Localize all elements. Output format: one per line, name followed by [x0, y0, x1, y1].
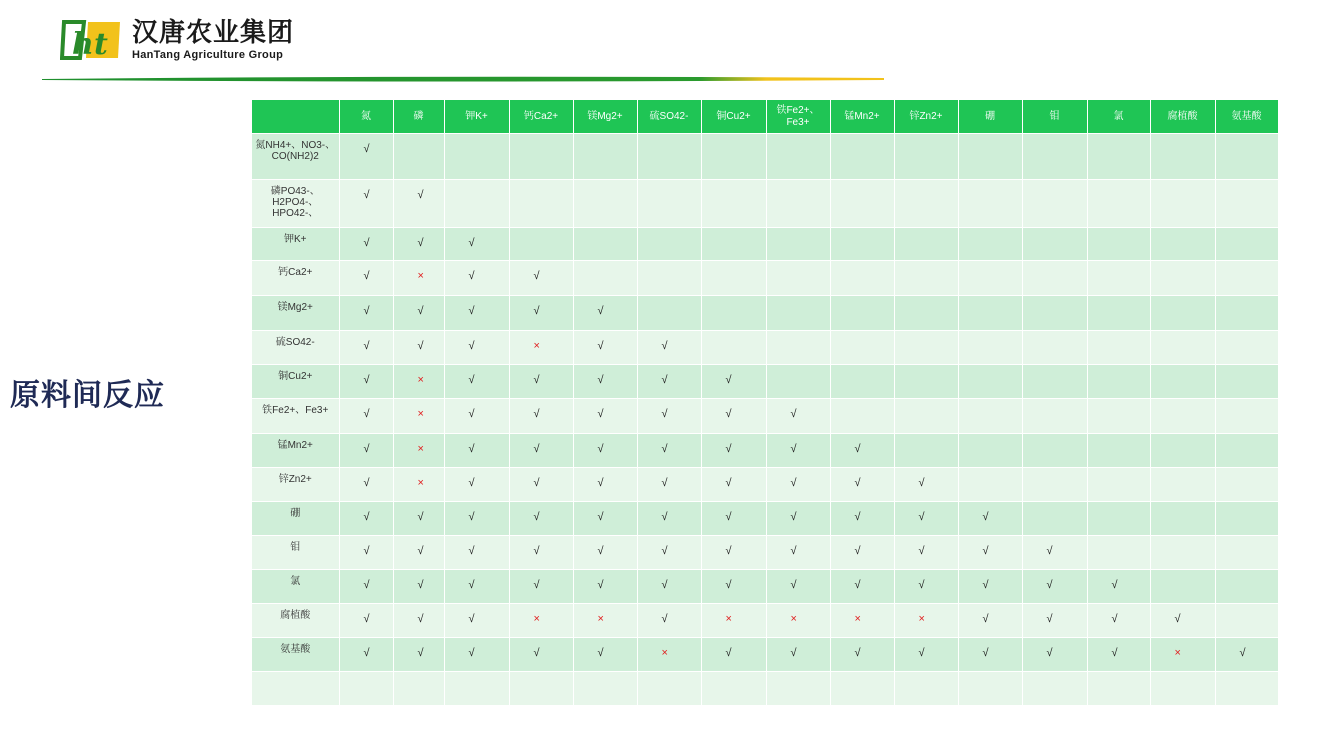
empty-cell: [1215, 296, 1278, 331]
column-header: 铁Fe2+、Fe3+: [766, 100, 830, 134]
compatible-mark: √: [637, 434, 701, 468]
header-divider: [42, 74, 884, 84]
empty-cell: [958, 296, 1022, 331]
compatible-mark: √: [830, 434, 894, 468]
empty-cell: [958, 434, 1022, 468]
empty-cell: [1215, 365, 1278, 399]
empty-cell: [1215, 604, 1278, 638]
compatible-mark: √: [766, 570, 830, 604]
incompatible-mark: ×: [509, 604, 573, 638]
compatible-mark: √: [573, 502, 637, 536]
compatible-mark: √: [701, 638, 766, 672]
empty-cell: [637, 261, 701, 296]
column-header: 氨基酸: [1215, 100, 1278, 134]
compatible-mark: √: [1022, 638, 1087, 672]
empty-cell: [1150, 468, 1215, 502]
compatible-mark: √: [830, 468, 894, 502]
empty-cell: [958, 399, 1022, 434]
compatible-mark: √: [637, 502, 701, 536]
compatible-mark: √: [393, 296, 444, 331]
compatible-mark: √: [444, 536, 509, 570]
empty-cell: [894, 331, 958, 365]
empty-cell: [894, 180, 958, 228]
empty-cell: [766, 365, 830, 399]
empty-cell: [1087, 434, 1150, 468]
compatible-mark: √: [701, 434, 766, 468]
column-header: 氯: [1087, 100, 1150, 134]
empty-cell: [1022, 502, 1087, 536]
empty-cell: [958, 134, 1022, 180]
compatible-mark: √: [509, 570, 573, 604]
ht-logo-icon: [60, 18, 126, 62]
compatible-mark: √: [637, 536, 701, 570]
compatible-mark: √: [1087, 604, 1150, 638]
compatible-mark: √: [444, 228, 509, 261]
empty-cell: [1022, 331, 1087, 365]
empty-cell: [1022, 261, 1087, 296]
compatible-mark: √: [701, 399, 766, 434]
compatible-mark: √: [573, 296, 637, 331]
column-header: 硫SO42-: [637, 100, 701, 134]
brand-name-en: HanTang Agriculture Group: [132, 49, 284, 61]
column-header: 钼: [1022, 100, 1087, 134]
empty-cell: [830, 134, 894, 180]
table-row: [252, 365, 1278, 399]
empty-cell: [830, 399, 894, 434]
table-row: [252, 261, 1278, 296]
column-header: 硼: [958, 100, 1022, 134]
empty-cell: [1150, 502, 1215, 536]
compatible-mark: √: [1022, 536, 1087, 570]
compatible-mark: √: [637, 399, 701, 434]
empty-cell: [393, 134, 444, 180]
empty-cell: [958, 228, 1022, 261]
empty-cell: [830, 296, 894, 331]
column-header: 钙Ca2+: [509, 100, 573, 134]
compatible-mark: √: [637, 468, 701, 502]
incompatible-mark: ×: [637, 638, 701, 672]
incompatible-mark: ×: [1150, 638, 1215, 672]
row-header: 硫SO42-: [252, 331, 339, 365]
empty-cell: [1215, 261, 1278, 296]
empty-cell: [958, 331, 1022, 365]
compatible-mark: √: [339, 180, 393, 228]
compatible-mark: √: [509, 296, 573, 331]
compatible-mark: √: [958, 502, 1022, 536]
empty-cell: [637, 134, 701, 180]
compatible-mark: √: [701, 365, 766, 399]
compatible-mark: √: [339, 365, 393, 399]
empty-cell: [1022, 399, 1087, 434]
table-row: [252, 468, 1278, 502]
compatible-mark: √: [766, 468, 830, 502]
empty-cell: [1022, 134, 1087, 180]
empty-cell: [1087, 134, 1150, 180]
incompatible-mark: ×: [393, 468, 444, 502]
column-header: 锌Zn2+: [894, 100, 958, 134]
empty-cell: [894, 672, 958, 706]
row-header: 铜Cu2+: [252, 365, 339, 399]
empty-cell: [701, 296, 766, 331]
compatible-mark: √: [573, 468, 637, 502]
empty-cell: [701, 228, 766, 261]
empty-cell: [766, 672, 830, 706]
compatible-mark: √: [444, 468, 509, 502]
compatible-mark: √: [444, 296, 509, 331]
empty-cell: [1215, 502, 1278, 536]
row-header: [252, 672, 339, 706]
compatible-mark: √: [830, 570, 894, 604]
row-header: 钼: [252, 536, 339, 570]
compatible-mark: √: [339, 502, 393, 536]
compatible-mark: √: [958, 536, 1022, 570]
incompatible-mark: ×: [509, 331, 573, 365]
compatible-mark: √: [894, 468, 958, 502]
compatible-mark: √: [830, 638, 894, 672]
empty-cell: [637, 672, 701, 706]
empty-cell: [1215, 331, 1278, 365]
compatible-mark: √: [509, 638, 573, 672]
compatible-mark: √: [444, 365, 509, 399]
table-row: [252, 399, 1278, 434]
compatible-mark: √: [958, 604, 1022, 638]
empty-cell: [958, 468, 1022, 502]
compatible-mark: √: [1087, 638, 1150, 672]
compatible-mark: √: [393, 570, 444, 604]
empty-cell: [393, 672, 444, 706]
empty-cell: [637, 228, 701, 261]
compatible-mark: √: [573, 536, 637, 570]
table-row: [252, 331, 1278, 365]
empty-cell: [1022, 434, 1087, 468]
empty-cell: [701, 134, 766, 180]
empty-cell: [766, 134, 830, 180]
empty-cell: [509, 180, 573, 228]
compatible-mark: √: [444, 604, 509, 638]
empty-cell: [1150, 331, 1215, 365]
empty-cell: [766, 261, 830, 296]
compatible-mark: √: [339, 536, 393, 570]
empty-cell: [766, 228, 830, 261]
compatible-mark: √: [958, 570, 1022, 604]
table-row: [252, 296, 1278, 331]
empty-cell: [1215, 180, 1278, 228]
column-header: 钾K+: [444, 100, 509, 134]
compatible-mark: √: [339, 399, 393, 434]
empty-cell: [830, 180, 894, 228]
empty-cell: [1087, 261, 1150, 296]
compatible-mark: √: [894, 536, 958, 570]
empty-cell: [701, 331, 766, 365]
empty-cell: [1215, 468, 1278, 502]
empty-cell: [894, 399, 958, 434]
column-header: 氮: [339, 100, 393, 134]
reaction-matrix-table: [252, 100, 1279, 706]
table-header-row: [252, 100, 1278, 134]
table-row: [252, 228, 1278, 261]
compatible-mark: √: [573, 365, 637, 399]
incompatible-mark: ×: [393, 399, 444, 434]
compatible-mark: √: [701, 468, 766, 502]
column-header: 锰Mn2+: [830, 100, 894, 134]
empty-cell: [444, 672, 509, 706]
empty-cell: [958, 672, 1022, 706]
svg-text:h: h: [72, 27, 94, 62]
empty-cell: [1087, 468, 1150, 502]
table-row: [252, 638, 1278, 672]
compatible-mark: √: [393, 536, 444, 570]
compatible-mark: √: [637, 365, 701, 399]
row-header: 硼: [252, 502, 339, 536]
empty-cell: [444, 134, 509, 180]
compatible-mark: √: [637, 570, 701, 604]
table-row: [252, 536, 1278, 570]
row-header: 磷PO43-、H2PO4-、HPO42-、: [252, 180, 339, 228]
empty-cell: [894, 228, 958, 261]
empty-cell: [1022, 672, 1087, 706]
empty-cell: [701, 180, 766, 228]
incompatible-mark: ×: [393, 434, 444, 468]
empty-cell: [830, 672, 894, 706]
compatible-mark: √: [339, 296, 393, 331]
empty-cell: [1215, 134, 1278, 180]
row-header: 氮NH4+、NO3-、CO(NH2)2: [252, 134, 339, 180]
compatible-mark: √: [701, 502, 766, 536]
empty-cell: [894, 434, 958, 468]
empty-cell: [1215, 672, 1278, 706]
empty-cell: [1087, 672, 1150, 706]
empty-cell: [637, 296, 701, 331]
empty-cell: [1022, 468, 1087, 502]
compatible-mark: √: [573, 570, 637, 604]
compatible-mark: √: [444, 261, 509, 296]
empty-cell: [1150, 180, 1215, 228]
empty-cell: [1215, 536, 1278, 570]
empty-cell: [830, 261, 894, 296]
empty-cell: [830, 365, 894, 399]
table-row: [252, 502, 1278, 536]
compatible-mark: √: [509, 502, 573, 536]
incompatible-mark: ×: [393, 261, 444, 296]
empty-cell: [1150, 536, 1215, 570]
compatible-mark: √: [1087, 570, 1150, 604]
empty-cell: [766, 296, 830, 331]
compatible-mark: √: [444, 399, 509, 434]
column-header: 镁Mg2+: [573, 100, 637, 134]
compatible-mark: √: [444, 331, 509, 365]
empty-cell: [958, 261, 1022, 296]
compatible-mark: √: [339, 331, 393, 365]
empty-cell: [1215, 570, 1278, 604]
empty-cell: [509, 134, 573, 180]
empty-cell: [1087, 180, 1150, 228]
empty-cell: [1150, 672, 1215, 706]
corner-header: [252, 100, 339, 134]
compatible-mark: √: [509, 399, 573, 434]
empty-cell: [1087, 296, 1150, 331]
empty-cell: [1150, 228, 1215, 261]
empty-cell: [1150, 261, 1215, 296]
compatible-mark: √: [339, 228, 393, 261]
empty-cell: [637, 180, 701, 228]
incompatible-mark: ×: [766, 604, 830, 638]
empty-cell: [1150, 296, 1215, 331]
compatible-mark: √: [830, 536, 894, 570]
row-header: 钙Ca2+: [252, 261, 339, 296]
empty-cell: [1087, 536, 1150, 570]
incompatible-mark: ×: [393, 365, 444, 399]
empty-cell: [701, 261, 766, 296]
compatible-mark: √: [766, 434, 830, 468]
empty-cell: [1022, 180, 1087, 228]
empty-cell: [894, 134, 958, 180]
empty-cell: [830, 228, 894, 261]
empty-cell: [1215, 228, 1278, 261]
compatible-mark: √: [766, 399, 830, 434]
compatible-mark: √: [766, 536, 830, 570]
row-header: 氨基酸: [252, 638, 339, 672]
empty-cell: [1150, 570, 1215, 604]
empty-cell: [766, 180, 830, 228]
compatible-mark: √: [894, 638, 958, 672]
incompatible-mark: ×: [830, 604, 894, 638]
compatible-mark: √: [573, 331, 637, 365]
compatible-mark: √: [830, 502, 894, 536]
empty-cell: [573, 228, 637, 261]
compatible-mark: √: [894, 570, 958, 604]
compatible-mark: √: [339, 261, 393, 296]
row-header: 锌Zn2+: [252, 468, 339, 502]
table-row: [252, 134, 1278, 180]
empty-cell: [1150, 434, 1215, 468]
compatible-mark: √: [393, 180, 444, 228]
empty-cell: [1215, 399, 1278, 434]
side-title: 原料间反应: [10, 378, 165, 413]
column-header: 铜Cu2+: [701, 100, 766, 134]
table-row: [252, 604, 1278, 638]
compatible-mark: √: [509, 536, 573, 570]
compatible-mark: √: [393, 331, 444, 365]
table-row: [252, 434, 1278, 468]
empty-cell: [1150, 399, 1215, 434]
column-header: 腐植酸: [1150, 100, 1215, 134]
empty-cell: [1150, 134, 1215, 180]
table-row: [252, 672, 1278, 706]
incompatible-mark: ×: [701, 604, 766, 638]
header: [0, 0, 1333, 90]
empty-cell: [1087, 365, 1150, 399]
row-header: 镁Mg2+: [252, 296, 339, 331]
empty-cell: [958, 365, 1022, 399]
empty-cell: [830, 331, 894, 365]
compatible-mark: √: [444, 502, 509, 536]
compatible-mark: √: [958, 638, 1022, 672]
empty-cell: [1215, 434, 1278, 468]
compatible-mark: √: [573, 434, 637, 468]
empty-cell: [1087, 502, 1150, 536]
row-header: 锰Mn2+: [252, 434, 339, 468]
compatible-mark: √: [393, 604, 444, 638]
compatible-mark: √: [1215, 638, 1278, 672]
incompatible-mark: ×: [894, 604, 958, 638]
compatible-mark: √: [573, 638, 637, 672]
compatible-mark: √: [444, 638, 509, 672]
empty-cell: [444, 180, 509, 228]
row-header: 铁Fe2+、Fe3+: [252, 399, 339, 434]
empty-cell: [573, 261, 637, 296]
row-header: 氯: [252, 570, 339, 604]
empty-cell: [339, 672, 393, 706]
empty-cell: [1087, 399, 1150, 434]
empty-cell: [1150, 365, 1215, 399]
compatible-mark: √: [393, 502, 444, 536]
compatible-mark: √: [1022, 570, 1087, 604]
compatible-mark: √: [766, 502, 830, 536]
compatible-mark: √: [339, 604, 393, 638]
incompatible-mark: ×: [573, 604, 637, 638]
compatible-mark: √: [509, 434, 573, 468]
brand-name-cn: 汉唐农业集团: [132, 18, 295, 48]
compatible-mark: √: [894, 502, 958, 536]
empty-cell: [1087, 331, 1150, 365]
column-header: 磷: [393, 100, 444, 134]
compatible-mark: √: [1022, 604, 1087, 638]
compatible-mark: √: [766, 638, 830, 672]
compatible-mark: √: [393, 638, 444, 672]
compatible-mark: √: [444, 570, 509, 604]
compatible-mark: √: [701, 536, 766, 570]
compatible-mark: √: [444, 434, 509, 468]
svg-text:t: t: [94, 27, 108, 62]
compatible-mark: √: [339, 134, 393, 180]
compatible-mark: √: [509, 468, 573, 502]
empty-cell: [509, 672, 573, 706]
compatible-mark: √: [1150, 604, 1215, 638]
compatible-mark: √: [509, 261, 573, 296]
compatible-mark: √: [339, 570, 393, 604]
empty-cell: [573, 672, 637, 706]
compatible-mark: √: [339, 434, 393, 468]
empty-cell: [573, 134, 637, 180]
empty-cell: [958, 180, 1022, 228]
empty-cell: [701, 672, 766, 706]
table-row: [252, 570, 1278, 604]
empty-cell: [573, 180, 637, 228]
compatible-mark: √: [637, 331, 701, 365]
compatible-mark: √: [339, 638, 393, 672]
empty-cell: [1087, 228, 1150, 261]
table-row: [252, 180, 1278, 228]
empty-cell: [1022, 365, 1087, 399]
empty-cell: [1022, 228, 1087, 261]
compatible-mark: √: [509, 365, 573, 399]
compatible-mark: √: [637, 604, 701, 638]
row-header: 钾K+: [252, 228, 339, 261]
compatible-mark: √: [393, 228, 444, 261]
compatible-mark: √: [339, 468, 393, 502]
empty-cell: [894, 365, 958, 399]
empty-cell: [1022, 296, 1087, 331]
empty-cell: [509, 228, 573, 261]
row-header: 腐植酸: [252, 604, 339, 638]
empty-cell: [894, 296, 958, 331]
empty-cell: [766, 331, 830, 365]
compatible-mark: √: [573, 399, 637, 434]
compatible-mark: √: [701, 570, 766, 604]
empty-cell: [894, 261, 958, 296]
